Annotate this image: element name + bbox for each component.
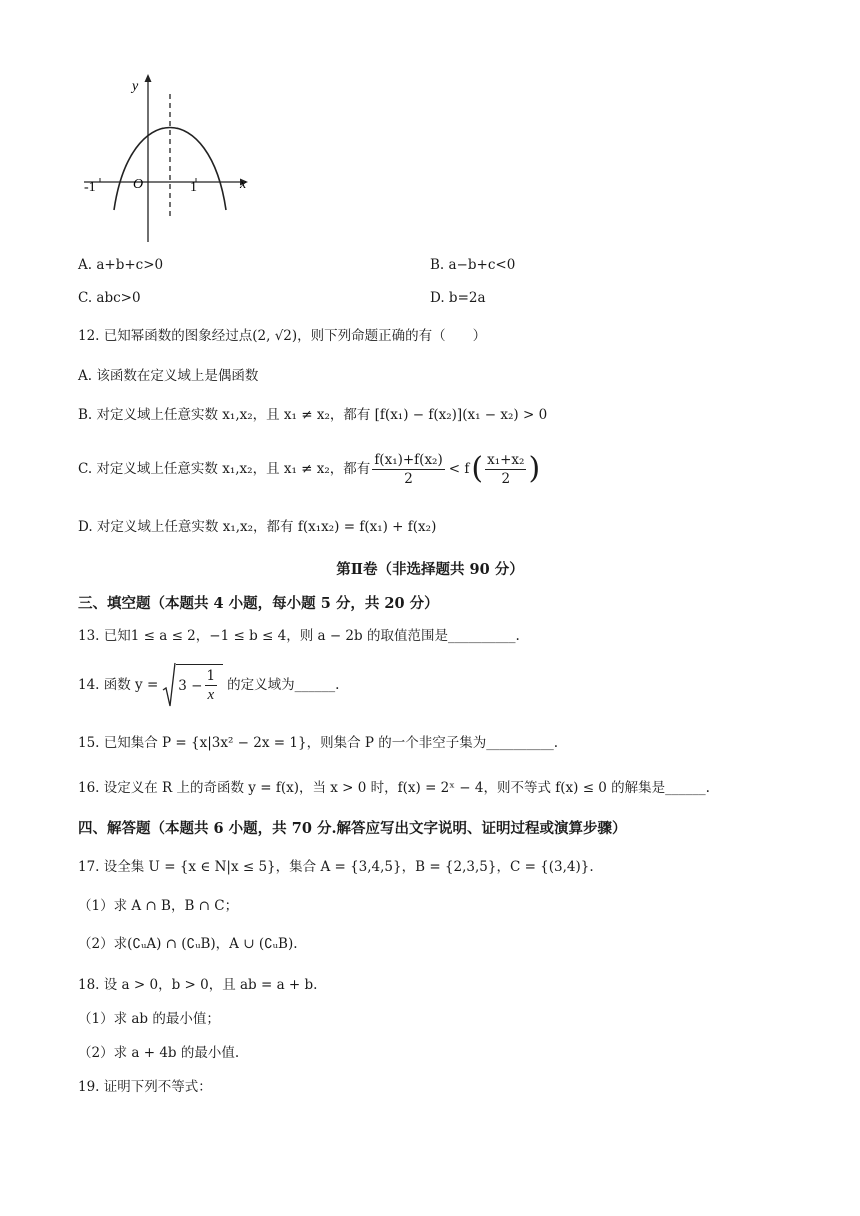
q12-c-denominator-left: 2 bbox=[404, 470, 413, 487]
left-paren: ( bbox=[471, 451, 484, 486]
q11-option-b: B. a−b+c<0 bbox=[430, 257, 516, 273]
q12-option-b: B. 对定义域上任意实数 x₁,x₂，且 x₁ ≠ x₂，都有 [f(x₁) − f(x₂)](x₁ − x₂) > 0 bbox=[78, 407, 548, 423]
q18-part1: （1）求 ab 的最小值； bbox=[78, 1011, 220, 1027]
q11-option-d: D. b=2a bbox=[430, 290, 486, 306]
q13: 13. 已知1 ≤ a ≤ 2，−1 ≤ b ≤ 4，则 a − 2b 的取值范围是__________. bbox=[78, 628, 520, 644]
q12-stem: 12. 已知幂函数的图象经过点(2, √2)，则下列命题正确的有（ ） bbox=[78, 328, 487, 344]
q17-part2: （2）求(∁ᵤA) ∩ (∁ᵤB)，A ∪ (∁ᵤB). bbox=[78, 936, 298, 952]
q12-option-a: A. 该函数在定义域上是偶函数 bbox=[78, 368, 259, 384]
q11-option-a: A. a+b+c>0 bbox=[78, 257, 164, 273]
q14-numerator: 1 bbox=[206, 668, 216, 684]
q12-option-c bbox=[78, 446, 540, 492]
q18-stem: 18. 设 a > 0，b > 0，且 ab = a + b. bbox=[78, 977, 318, 993]
q19-stem: 19. 证明下列不等式： bbox=[78, 1079, 212, 1095]
origin-label: O bbox=[133, 177, 144, 192]
q17-stem: 17. 设全集 U = {x ∈ N|x ≤ 5}，集合 A = {3,4,5}，B = {2,3,5}，C = {(3,4)}. bbox=[78, 859, 594, 875]
parabola-graph bbox=[78, 70, 258, 245]
q16: 16. 设定义在 R 上的奇函数 y = f(x)，当 x > 0 时，f(x) = 2ˣ − 4，则不等式 f(x) ≤ 0 的解集是______. bbox=[78, 780, 710, 796]
q12-c-numerator-left: f(x₁)+f(x₂) bbox=[374, 451, 443, 468]
q12-option-c-prefix: C. 对定义域上任意实数 x₁,x₂，且 x₁ ≠ x₂，都有 bbox=[78, 461, 371, 477]
x-label: x bbox=[240, 177, 247, 192]
section4-heading: 四、解答题（本题共 6 小题，共 70 分.解答应写出文字说明、证明过程或演算步骤） bbox=[78, 820, 627, 837]
right-paren: ) bbox=[528, 451, 541, 486]
q14-prefix: 14. 函数 y = bbox=[78, 677, 159, 693]
tick-one-label: 1 bbox=[190, 180, 197, 195]
q11-option-c: C. abc>0 bbox=[78, 290, 141, 306]
q12-option-d: D. 对定义域上任意实数 x₁,x₂，都有 f(x₁x₂) = f(x₁) + f(x₂) bbox=[78, 519, 437, 535]
q14-denominator: x bbox=[207, 687, 215, 703]
section2-title: 第Ⅱ卷（非选择题共 90 分） bbox=[336, 561, 524, 578]
y-axis-arrow bbox=[145, 74, 152, 82]
q12-c-denominator-right: 2 bbox=[501, 470, 511, 487]
q12-c-less-than: < f bbox=[448, 461, 470, 477]
q14-radical-lead: 3 − bbox=[178, 677, 203, 694]
q14 bbox=[78, 660, 339, 710]
radical-sign-icon bbox=[162, 662, 176, 708]
q12-c-fraction-left bbox=[372, 451, 444, 488]
tick-neg-one-label: -1 bbox=[84, 180, 96, 195]
q12-c-numerator-right: x₁+x₂ bbox=[487, 451, 525, 468]
q18-part2: （2）求 a + 4b 的最小值. bbox=[78, 1045, 240, 1061]
q17-part1: （1）求 A ∩ B，B ∩ C； bbox=[78, 898, 239, 914]
section3-heading: 三、填空题（本题共 4 小题，每小题 5 分，共 20 分） bbox=[78, 595, 439, 612]
radicand bbox=[176, 664, 223, 704]
q14-suffix: 的定义域为______. bbox=[227, 677, 340, 693]
q15: 15. 已知集合 P = {x|3x² − 2x = 1}，则集合 P 的一个非空子集为__________. bbox=[78, 735, 559, 751]
q14-fraction bbox=[205, 667, 218, 704]
y-label: y bbox=[132, 79, 139, 94]
q12-c-fraction-right bbox=[485, 451, 526, 488]
